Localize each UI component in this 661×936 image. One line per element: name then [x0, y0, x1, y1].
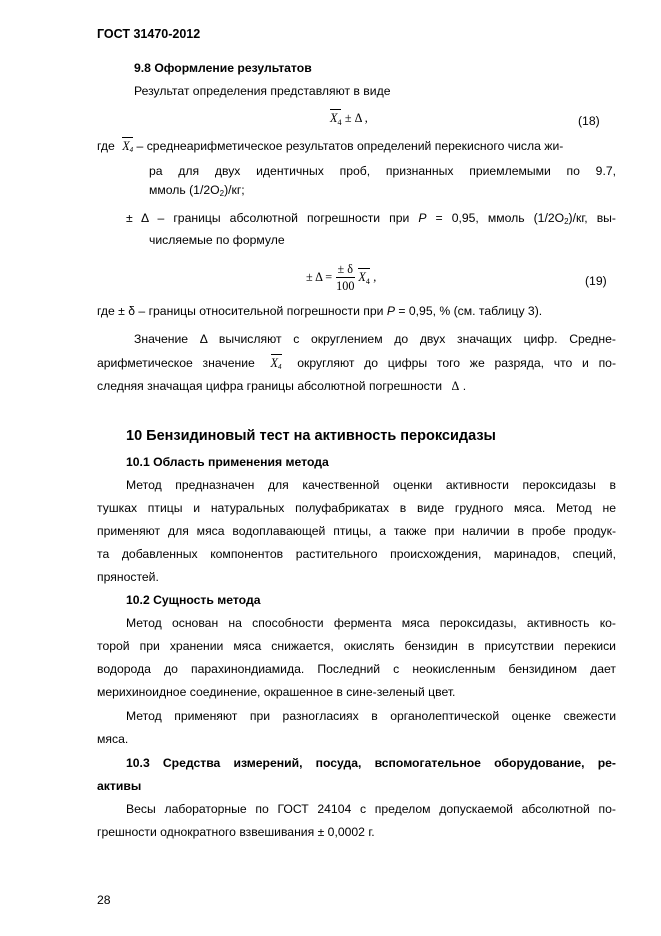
section-10-3-line: Весы лабораторные по ГОСТ 24104 с пределом допускаемой абсолютной по- [126, 802, 616, 816]
section-10-title: 10 Бензидиновый тест на активность пероксидазы [126, 428, 496, 444]
document-header: ГОСТ 31470-2012 [97, 27, 201, 41]
section-9-8-intro: Результат определения представляют в виде [134, 84, 391, 98]
where-mean-line3: ммоль $(1/2O_2)/кг$; [149, 183, 245, 198]
equation-18-number: (18) [578, 114, 600, 128]
section-10-1-line: пряностей. [97, 570, 159, 584]
section-10-2-line: мяса. [97, 732, 129, 746]
rounding-line3: следняя значащая цифра границы абсолютной погрешности Δ . [97, 379, 467, 393]
section-9-8-title: 9.8 Оформление результатов [134, 61, 312, 75]
section-10-2-line: Метод применяют при разногласиях в органолептической оценке свежести [126, 709, 616, 723]
section-10-1-line: применяют для мяса водоплавающей птицы, а также при наличии в пробе продук- [97, 524, 616, 538]
section-10-1-line: Метод предназначен для качественной оценки активности пероксидазы в [126, 478, 616, 492]
section-10-2-line: Метод основан на способности фермента мяса пероксидазы, активность ко- [126, 616, 616, 630]
equation-18: $X_4 \pm \Delta$ , [330, 111, 368, 127]
equation-19-number: (19) [585, 274, 607, 288]
where-delta-line2: числяемые по формуле [149, 233, 285, 247]
where-mean-line2: ра для двух идентичных проб, признанных приемлемыми по 9.7, [149, 164, 616, 178]
section-10-2-line: мерихиноидное соединение, окрашенное в сине-зеленый цвет. [97, 685, 456, 699]
page-number: 28 [97, 893, 111, 907]
section-10-3-title-cont: активы [97, 779, 142, 793]
section-10-1-title: 10.1 Область применения метода [126, 455, 329, 469]
mean-symbol: $X_4$ [330, 111, 342, 127]
where-delta-line1: ± Δ – границы абсолютной погрешности при P = 0,95, ммоль $(1/2O_2)/кг$, вы- [126, 211, 616, 226]
section-10-2-line: водорода до парахинондиамида. Последний с неокисленным бензидином дает [97, 662, 616, 676]
rounding-line1: Значение Δ вычисляют с округлением до двух значащих цифр. Средне- [134, 332, 616, 346]
section-10-3-title: 10.3 Средства измерений, посуда, вспомогательное оборудование, ре- [126, 756, 616, 770]
section-10-1-line: та добавленных компонентов растительного происхождения, маринадов, специй, [97, 547, 616, 561]
where-mean-line1: где $X_4$ – среднеарифметическое результатов определений перекисного числа жи- [97, 139, 564, 154]
section-10-3-line: грешности однократного взвешивания ± 0,0002 г. [97, 825, 375, 839]
section-10-2-title: 10.2 Сущность метода [126, 593, 261, 607]
section-10-1-line: тушках птицы и натуральных полуфабрикатах в виде грудного мяса. Метод не [97, 501, 616, 515]
equation-19: ± Δ = $\frac{\pm \delta}{100}$ $X_4$ , [306, 262, 377, 293]
where-relative-error: где ± δ – границы относительной погрешности при P = 0,95, % (см. таблицу 3). [97, 304, 543, 318]
section-10-2-line: торой при хранении мяса снижается, окислять бензидин в присутствии перекиси [97, 639, 616, 653]
fraction: $\frac{\pm \delta}{100}$ [336, 262, 355, 293]
rounding-line2: арифметическое значение $X_4$ округляют до цифры того же разряда, что и по- [97, 356, 617, 371]
